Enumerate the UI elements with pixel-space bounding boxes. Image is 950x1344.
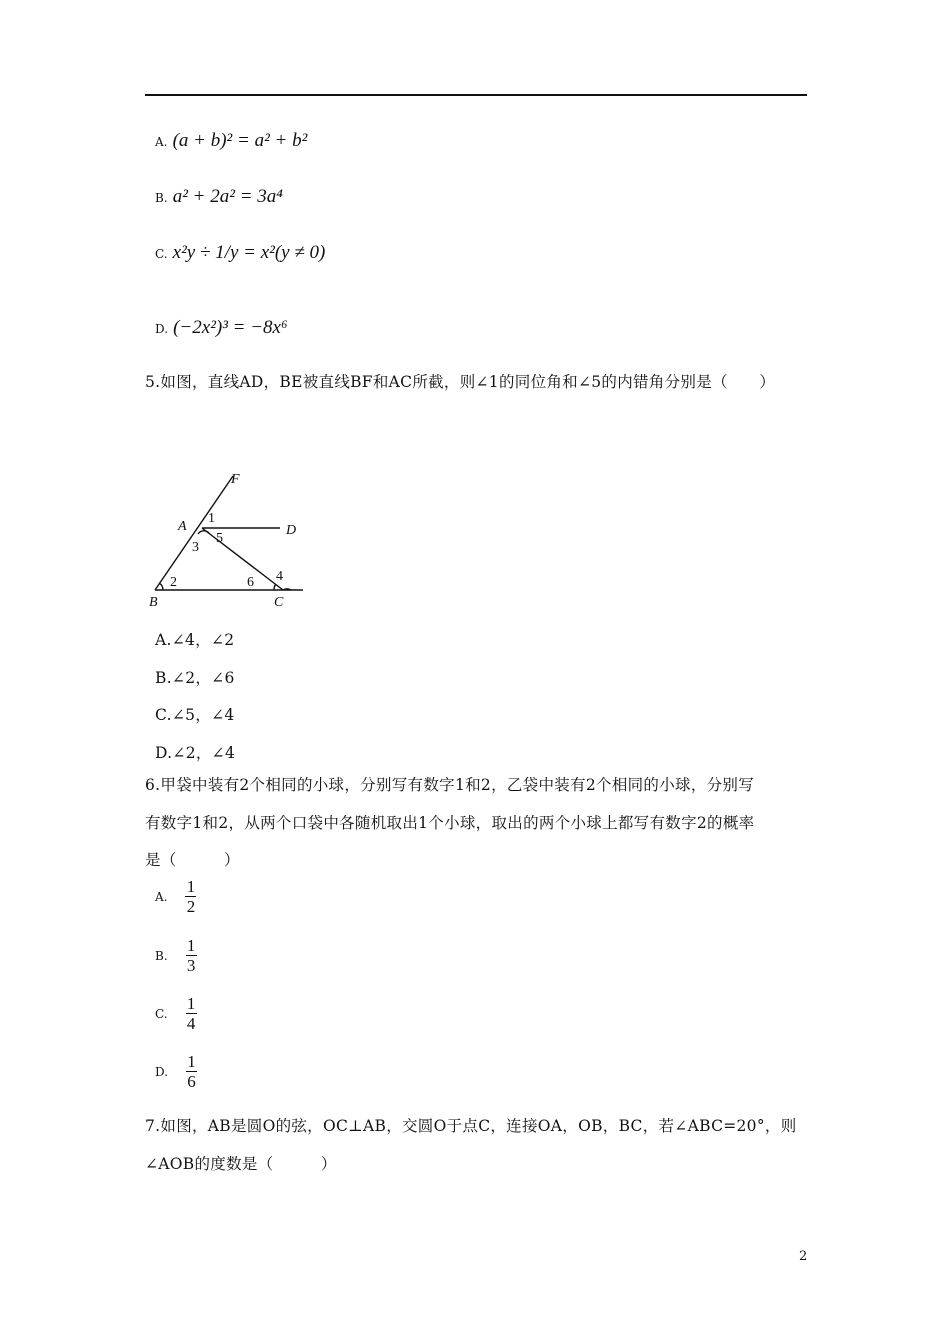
label-3: 3 [192, 540, 199, 555]
label-d: D [286, 523, 297, 538]
denominator: 4 [186, 1014, 196, 1033]
numerator: 1 [186, 994, 196, 1013]
q7-stem-line-1: 7.如图，AB是圆O的弦，OC⊥AB，交圆O于点C，连接OA，OB，BC，若∠ABC=20°，则 [145, 1117, 797, 1135]
denominator: 6 [187, 1072, 196, 1091]
q6-option-a [155, 878, 196, 915]
option-letter: C. [155, 247, 168, 261]
label-6: 6 [247, 575, 254, 590]
q4-option-d [155, 317, 288, 339]
q6-stem-line-2: 有数字1和2，从两个口袋中各随机取出1个小球，取出的两个小球上都写有数字2的概率 [145, 814, 755, 832]
q6-option-b [155, 937, 197, 974]
label-4: 4 [276, 569, 283, 584]
q5-option-c: C.∠5，∠4 [155, 706, 235, 724]
angle-arc-b [159, 583, 163, 590]
numerator: 1 [186, 936, 196, 955]
label-1: 1 [208, 511, 215, 526]
fraction [186, 937, 197, 974]
option-formula: x²y ÷ 1/y = x²(y ≠ 0) [172, 242, 326, 263]
q4-option-a [155, 130, 307, 152]
label-5: 5 [216, 531, 223, 546]
q6-stem-line-3: 是（ ） [145, 851, 240, 869]
angle-arc-a [198, 531, 209, 534]
option-formula: (a + b)² = a² + b² [172, 130, 308, 151]
option-letter: D. [155, 322, 169, 336]
option-letter: D. [155, 1064, 169, 1079]
option-formula: a² + 2a² = 3a⁴ [172, 186, 283, 207]
q5-option-d: D.∠2，∠4 [155, 744, 236, 762]
numerator: 1 [187, 1052, 196, 1071]
q5-figure [140, 462, 315, 612]
label-b: B [149, 595, 158, 610]
line-ac [202, 528, 283, 590]
q7-stem-line-2: ∠AOB的度数是（ ） [145, 1155, 337, 1173]
angle-arc-c-left [274, 584, 276, 590]
label-2: 2 [170, 575, 177, 590]
fraction [186, 995, 197, 1032]
option-letter: B. [155, 191, 168, 205]
q4-option-c [155, 242, 325, 264]
fraction [185, 878, 196, 915]
q5-option-b: B.∠2，∠6 [155, 669, 235, 687]
label-f: F [231, 472, 240, 487]
label-a: A [178, 519, 187, 534]
q4-option-b [155, 186, 283, 208]
option-letter: A. [155, 135, 168, 149]
q6-option-d [155, 1053, 197, 1090]
option-letter: A. [155, 889, 168, 904]
q5-option-a: A.∠4，∠2 [155, 631, 235, 649]
option-letter: B. [155, 948, 168, 963]
option-letter: C. [155, 1006, 168, 1021]
numerator: 1 [186, 877, 196, 896]
q5-stem: 5.如图，直线AD，BE被直线BF和AC所截，则∠1的同位角和∠5的内错角分别是（ ） [145, 373, 776, 391]
header-rule [145, 94, 807, 96]
page-number: 2 [799, 1249, 808, 1264]
denominator: 3 [186, 956, 196, 975]
q6-stem-line-1: 6.甲袋中装有2个相同的小球，分别写有数字1和2，乙袋中装有2个相同的小球，分别写 [145, 776, 755, 794]
q6-option-c [155, 995, 197, 1032]
label-c: C [274, 595, 284, 610]
denominator: 2 [186, 897, 196, 916]
option-formula: (−2x²)³ = −8x⁶ [173, 317, 288, 338]
fraction [186, 1053, 197, 1090]
